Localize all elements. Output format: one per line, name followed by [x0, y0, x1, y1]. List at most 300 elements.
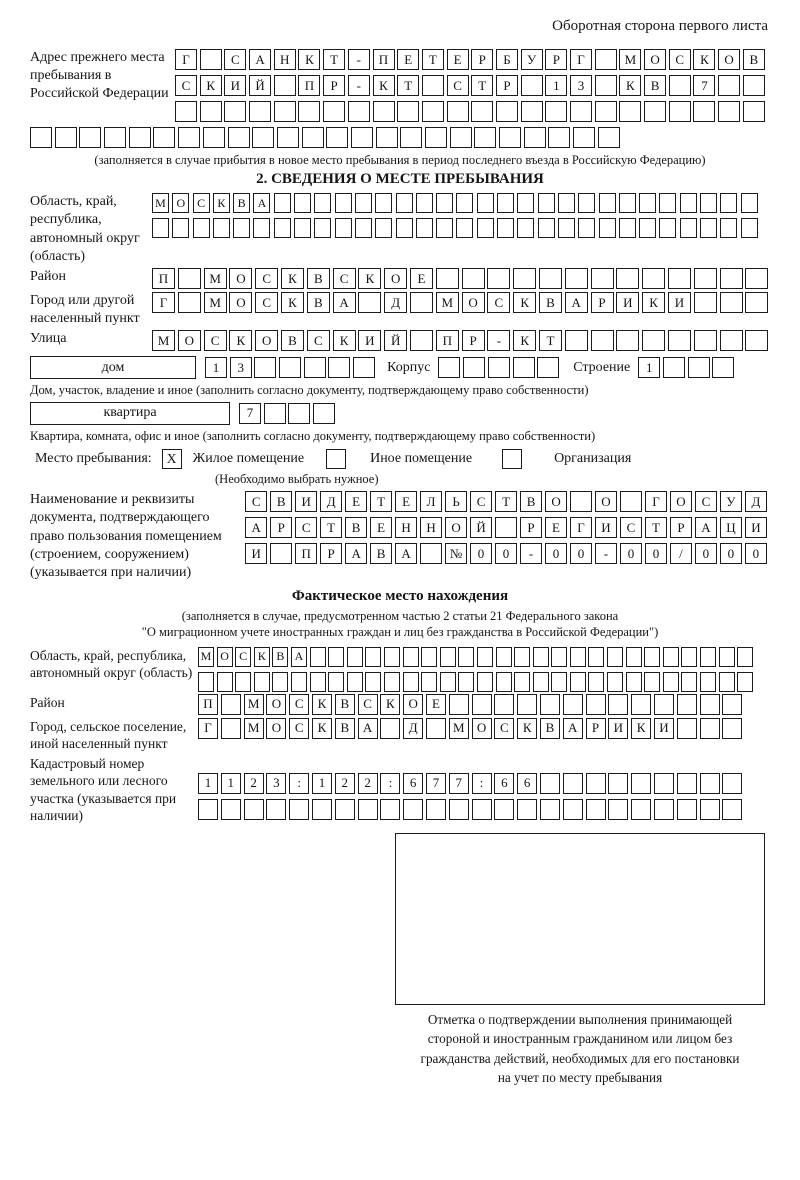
char-box[interactable]: :: [472, 773, 492, 794]
char-box[interactable]: [586, 773, 606, 794]
char-box[interactable]: О: [545, 491, 567, 512]
char-box[interactable]: Е: [345, 491, 367, 512]
char-box[interactable]: К: [213, 193, 230, 213]
char-box[interactable]: Е: [426, 694, 446, 715]
char-box[interactable]: [477, 647, 493, 667]
char-box[interactable]: [328, 357, 350, 378]
char-box[interactable]: Т: [645, 517, 667, 538]
char-box[interactable]: [277, 127, 299, 148]
char-box[interactable]: [152, 218, 169, 238]
char-box[interactable]: [235, 672, 251, 692]
char-box[interactable]: [449, 799, 469, 820]
char-box[interactable]: 7: [426, 773, 446, 794]
char-box[interactable]: [422, 75, 444, 96]
char-box[interactable]: В: [743, 49, 765, 70]
char-box[interactable]: [456, 218, 473, 238]
char-box[interactable]: [694, 268, 717, 289]
char-box[interactable]: [450, 127, 472, 148]
char-box[interactable]: [608, 773, 628, 794]
char-box[interactable]: /: [670, 543, 692, 564]
char-box[interactable]: В: [540, 718, 560, 739]
char-box[interactable]: [573, 127, 595, 148]
char-box[interactable]: [737, 672, 753, 692]
char-box[interactable]: Е: [370, 517, 392, 538]
char-box[interactable]: [228, 127, 250, 148]
char-box[interactable]: 0: [745, 543, 767, 564]
char-box[interactable]: [669, 101, 691, 122]
char-box[interactable]: Н: [395, 517, 417, 538]
char-box[interactable]: [313, 403, 335, 424]
char-box[interactable]: В: [307, 292, 330, 313]
char-box[interactable]: 2: [358, 773, 378, 794]
char-box[interactable]: [335, 799, 355, 820]
char-box[interactable]: Е: [545, 517, 567, 538]
char-box[interactable]: [221, 694, 241, 715]
char-box[interactable]: [570, 672, 586, 692]
char-box[interactable]: [279, 357, 301, 378]
char-box[interactable]: [521, 75, 543, 96]
char-box[interactable]: [358, 799, 378, 820]
char-box[interactable]: 0: [695, 543, 717, 564]
char-box[interactable]: [700, 672, 716, 692]
char-box[interactable]: [719, 647, 735, 667]
char-box[interactable]: [178, 268, 201, 289]
char-box[interactable]: [244, 799, 264, 820]
char-box[interactable]: [680, 193, 697, 213]
char-box[interactable]: [264, 403, 286, 424]
char-box[interactable]: К: [642, 292, 665, 313]
char-box[interactable]: [310, 672, 326, 692]
char-box[interactable]: [595, 75, 617, 96]
char-box[interactable]: [586, 799, 606, 820]
char-box[interactable]: Е: [395, 491, 417, 512]
char-box[interactable]: [700, 718, 720, 739]
char-box[interactable]: [677, 718, 697, 739]
char-box[interactable]: [722, 799, 742, 820]
char-box[interactable]: [425, 127, 447, 148]
char-box[interactable]: Ц: [720, 517, 742, 538]
char-box[interactable]: К: [513, 330, 536, 351]
char-box[interactable]: М: [204, 268, 227, 289]
char-box[interactable]: [458, 672, 474, 692]
char-box[interactable]: Д: [403, 718, 423, 739]
organization-checkbox[interactable]: [502, 449, 522, 469]
char-box[interactable]: [304, 357, 326, 378]
char-box[interactable]: [496, 672, 512, 692]
char-box[interactable]: К: [619, 75, 641, 96]
char-box[interactable]: Й: [470, 517, 492, 538]
char-box[interactable]: [348, 101, 370, 122]
char-box[interactable]: [254, 672, 270, 692]
char-box[interactable]: [563, 694, 583, 715]
char-box[interactable]: [471, 101, 493, 122]
char-box[interactable]: [588, 672, 604, 692]
char-box[interactable]: К: [358, 268, 381, 289]
char-box[interactable]: С: [255, 292, 278, 313]
char-box[interactable]: №: [445, 543, 467, 564]
char-box[interactable]: [323, 101, 345, 122]
char-box[interactable]: [551, 672, 567, 692]
char-box[interactable]: 1: [312, 773, 332, 794]
char-box[interactable]: Р: [591, 292, 614, 313]
char-box[interactable]: [79, 127, 101, 148]
char-box[interactable]: С: [487, 292, 510, 313]
char-box[interactable]: И: [245, 543, 267, 564]
char-box[interactable]: [291, 672, 307, 692]
char-box[interactable]: М: [619, 49, 641, 70]
char-box[interactable]: [700, 799, 720, 820]
char-box[interactable]: [365, 647, 381, 667]
char-box[interactable]: С: [470, 491, 492, 512]
char-box[interactable]: Т: [422, 49, 444, 70]
char-box[interactable]: С: [175, 75, 197, 96]
char-box[interactable]: [200, 101, 222, 122]
char-box[interactable]: К: [693, 49, 715, 70]
char-box[interactable]: Е: [397, 49, 419, 70]
char-box[interactable]: [722, 694, 742, 715]
char-box[interactable]: [642, 330, 665, 351]
char-box[interactable]: О: [266, 694, 286, 715]
char-box[interactable]: [524, 127, 546, 148]
char-box[interactable]: П: [295, 543, 317, 564]
char-box[interactable]: 6: [403, 773, 423, 794]
char-box[interactable]: [654, 694, 674, 715]
char-box[interactable]: С: [193, 193, 210, 213]
char-box[interactable]: [30, 127, 52, 148]
char-box[interactable]: [616, 330, 639, 351]
char-box[interactable]: [722, 773, 742, 794]
char-box[interactable]: [298, 101, 320, 122]
char-box[interactable]: Т: [495, 491, 517, 512]
char-box[interactable]: -: [595, 543, 617, 564]
char-box[interactable]: Д: [384, 292, 407, 313]
char-box[interactable]: [449, 694, 469, 715]
char-box[interactable]: К: [312, 694, 332, 715]
char-box[interactable]: [312, 799, 332, 820]
char-box[interactable]: [274, 75, 296, 96]
char-box[interactable]: [595, 49, 617, 70]
char-box[interactable]: [599, 193, 616, 213]
char-box[interactable]: Г: [645, 491, 667, 512]
char-box[interactable]: [563, 799, 583, 820]
char-box[interactable]: [198, 799, 218, 820]
char-box[interactable]: М: [152, 330, 175, 351]
char-box[interactable]: [178, 292, 201, 313]
char-box[interactable]: С: [307, 330, 330, 351]
char-box[interactable]: [619, 193, 636, 213]
char-box[interactable]: [513, 268, 536, 289]
char-box[interactable]: В: [345, 517, 367, 538]
char-box[interactable]: [495, 517, 517, 538]
char-box[interactable]: [217, 672, 233, 692]
char-box[interactable]: А: [253, 193, 270, 213]
char-box[interactable]: [172, 218, 189, 238]
char-box[interactable]: [175, 101, 197, 122]
char-box[interactable]: Р: [496, 75, 518, 96]
char-box[interactable]: [586, 694, 606, 715]
char-box[interactable]: Т: [323, 49, 345, 70]
char-box[interactable]: [436, 218, 453, 238]
char-box[interactable]: 7: [449, 773, 469, 794]
char-box[interactable]: [540, 773, 560, 794]
char-box[interactable]: А: [245, 517, 267, 538]
char-box[interactable]: О: [178, 330, 201, 351]
char-box[interactable]: Ь: [445, 491, 467, 512]
char-box[interactable]: С: [494, 718, 514, 739]
char-box[interactable]: [570, 647, 586, 667]
char-box[interactable]: [719, 672, 735, 692]
char-box[interactable]: [403, 799, 423, 820]
char-box[interactable]: 1: [221, 773, 241, 794]
char-box[interactable]: [539, 268, 562, 289]
char-box[interactable]: М: [198, 647, 214, 667]
char-box[interactable]: В: [335, 718, 355, 739]
char-box[interactable]: И: [595, 517, 617, 538]
char-box[interactable]: С: [289, 694, 309, 715]
char-box[interactable]: Й: [384, 330, 407, 351]
char-box[interactable]: [403, 647, 419, 667]
char-box[interactable]: 0: [545, 543, 567, 564]
char-box[interactable]: [436, 193, 453, 213]
char-box[interactable]: [178, 127, 200, 148]
char-box[interactable]: [563, 773, 583, 794]
char-box[interactable]: С: [255, 268, 278, 289]
char-box[interactable]: [700, 218, 717, 238]
char-box[interactable]: [591, 330, 614, 351]
char-box[interactable]: [252, 127, 274, 148]
char-box[interactable]: В: [370, 543, 392, 564]
char-box[interactable]: [463, 357, 485, 378]
other-premises-checkbox[interactable]: [326, 449, 346, 469]
char-box[interactable]: И: [608, 718, 628, 739]
char-box[interactable]: [447, 101, 469, 122]
char-box[interactable]: Р: [586, 718, 606, 739]
char-box[interactable]: [591, 268, 614, 289]
char-box[interactable]: [677, 799, 697, 820]
char-box[interactable]: К: [200, 75, 222, 96]
char-box[interactable]: С: [447, 75, 469, 96]
char-box[interactable]: [570, 101, 592, 122]
char-box[interactable]: [274, 193, 291, 213]
char-box[interactable]: К: [333, 330, 356, 351]
char-box[interactable]: С: [235, 647, 251, 667]
char-box[interactable]: [358, 292, 381, 313]
char-box[interactable]: С: [333, 268, 356, 289]
char-box[interactable]: Г: [198, 718, 218, 739]
char-box[interactable]: [314, 218, 331, 238]
char-box[interactable]: О: [229, 292, 252, 313]
char-box[interactable]: К: [229, 330, 252, 351]
char-box[interactable]: [326, 127, 348, 148]
char-box[interactable]: [631, 773, 651, 794]
char-box[interactable]: [347, 647, 363, 667]
char-box[interactable]: [253, 218, 270, 238]
char-box[interactable]: [272, 672, 288, 692]
char-box[interactable]: С: [289, 718, 309, 739]
char-box[interactable]: Г: [570, 49, 592, 70]
char-box[interactable]: [472, 694, 492, 715]
char-box[interactable]: [743, 75, 765, 96]
char-box[interactable]: [270, 543, 292, 564]
char-box[interactable]: [722, 718, 742, 739]
char-box[interactable]: [620, 491, 642, 512]
char-box[interactable]: 0: [570, 543, 592, 564]
char-box[interactable]: [669, 75, 691, 96]
char-box[interactable]: У: [521, 49, 543, 70]
char-box[interactable]: Г: [152, 292, 175, 313]
char-box[interactable]: А: [563, 718, 583, 739]
char-box[interactable]: [551, 647, 567, 667]
char-box[interactable]: Т: [320, 517, 342, 538]
char-box[interactable]: [619, 218, 636, 238]
char-box[interactable]: П: [373, 49, 395, 70]
char-box[interactable]: [681, 672, 697, 692]
char-box[interactable]: [743, 101, 765, 122]
char-box[interactable]: К: [631, 718, 651, 739]
char-box[interactable]: [494, 694, 514, 715]
char-box[interactable]: П: [298, 75, 320, 96]
char-box[interactable]: [294, 193, 311, 213]
char-box[interactable]: [233, 218, 250, 238]
char-box[interactable]: О: [255, 330, 278, 351]
char-box[interactable]: [221, 799, 241, 820]
char-box[interactable]: [693, 101, 715, 122]
char-box[interactable]: [384, 647, 400, 667]
char-box[interactable]: [422, 101, 444, 122]
char-box[interactable]: [565, 268, 588, 289]
char-box[interactable]: [221, 718, 241, 739]
char-box[interactable]: [598, 127, 620, 148]
char-box[interactable]: [249, 101, 271, 122]
char-box[interactable]: [376, 127, 398, 148]
char-box[interactable]: К: [281, 268, 304, 289]
char-box[interactable]: [421, 672, 437, 692]
char-box[interactable]: [347, 672, 363, 692]
char-box[interactable]: [420, 543, 442, 564]
char-box[interactable]: [403, 672, 419, 692]
char-box[interactable]: [521, 101, 543, 122]
char-box[interactable]: [302, 127, 324, 148]
char-box[interactable]: К: [380, 694, 400, 715]
char-box[interactable]: 0: [495, 543, 517, 564]
char-box[interactable]: [314, 193, 331, 213]
char-box[interactable]: [745, 268, 768, 289]
char-box[interactable]: С: [224, 49, 246, 70]
char-box[interactable]: А: [565, 292, 588, 313]
char-box[interactable]: [514, 672, 530, 692]
char-box[interactable]: Р: [471, 49, 493, 70]
char-box[interactable]: [538, 218, 555, 238]
char-box[interactable]: [472, 799, 492, 820]
char-box[interactable]: [578, 218, 595, 238]
char-box[interactable]: [274, 218, 291, 238]
char-box[interactable]: К: [254, 647, 270, 667]
char-box[interactable]: [477, 672, 493, 692]
char-box[interactable]: А: [249, 49, 271, 70]
char-box[interactable]: [410, 330, 433, 351]
char-box[interactable]: [203, 127, 225, 148]
char-box[interactable]: [365, 672, 381, 692]
char-box[interactable]: С: [245, 491, 267, 512]
char-box[interactable]: [355, 218, 372, 238]
char-box[interactable]: [642, 268, 665, 289]
char-box[interactable]: [517, 694, 537, 715]
char-box[interactable]: [440, 672, 456, 692]
char-box[interactable]: М: [152, 193, 169, 213]
char-box[interactable]: [499, 127, 521, 148]
char-box[interactable]: [608, 799, 628, 820]
char-box[interactable]: [558, 193, 575, 213]
char-box[interactable]: [639, 193, 656, 213]
char-box[interactable]: [538, 193, 555, 213]
char-box[interactable]: [494, 799, 514, 820]
char-box[interactable]: [607, 647, 623, 667]
char-box[interactable]: [328, 672, 344, 692]
char-box[interactable]: Д: [745, 491, 767, 512]
char-box[interactable]: [712, 357, 734, 378]
char-box[interactable]: [477, 218, 494, 238]
char-box[interactable]: В: [281, 330, 304, 351]
char-box[interactable]: [565, 330, 588, 351]
char-box[interactable]: [375, 193, 392, 213]
char-box[interactable]: [416, 218, 433, 238]
char-box[interactable]: [426, 718, 446, 739]
char-box[interactable]: Н: [274, 49, 296, 70]
char-box[interactable]: -: [520, 543, 542, 564]
char-box[interactable]: О: [217, 647, 233, 667]
char-box[interactable]: [654, 799, 674, 820]
char-box[interactable]: В: [270, 491, 292, 512]
char-box[interactable]: [663, 672, 679, 692]
char-box[interactable]: С: [620, 517, 642, 538]
char-box[interactable]: А: [358, 718, 378, 739]
char-box[interactable]: [558, 218, 575, 238]
char-box[interactable]: [129, 127, 151, 148]
char-box[interactable]: О: [229, 268, 252, 289]
char-box[interactable]: К: [312, 718, 332, 739]
char-box[interactable]: О: [462, 292, 485, 313]
char-box[interactable]: [668, 330, 691, 351]
char-box[interactable]: В: [644, 75, 666, 96]
char-box[interactable]: А: [695, 517, 717, 538]
char-box[interactable]: [396, 193, 413, 213]
char-box[interactable]: [487, 268, 510, 289]
char-box[interactable]: 0: [645, 543, 667, 564]
char-box[interactable]: [631, 799, 651, 820]
char-box[interactable]: Й: [249, 75, 271, 96]
char-box[interactable]: [548, 127, 570, 148]
char-box[interactable]: [616, 268, 639, 289]
char-box[interactable]: С: [669, 49, 691, 70]
char-box[interactable]: И: [654, 718, 674, 739]
char-box[interactable]: [720, 330, 743, 351]
char-box[interactable]: 2: [244, 773, 264, 794]
char-box[interactable]: И: [745, 517, 767, 538]
char-box[interactable]: [416, 193, 433, 213]
char-box[interactable]: [718, 101, 740, 122]
char-box[interactable]: Г: [570, 517, 592, 538]
char-box[interactable]: [608, 694, 628, 715]
char-box[interactable]: [104, 127, 126, 148]
char-box[interactable]: [607, 672, 623, 692]
char-box[interactable]: [639, 218, 656, 238]
char-box[interactable]: В: [307, 268, 330, 289]
char-box[interactable]: [540, 694, 560, 715]
char-box[interactable]: [396, 218, 413, 238]
char-box[interactable]: К: [513, 292, 536, 313]
char-box[interactable]: [680, 218, 697, 238]
char-box[interactable]: [570, 491, 592, 512]
